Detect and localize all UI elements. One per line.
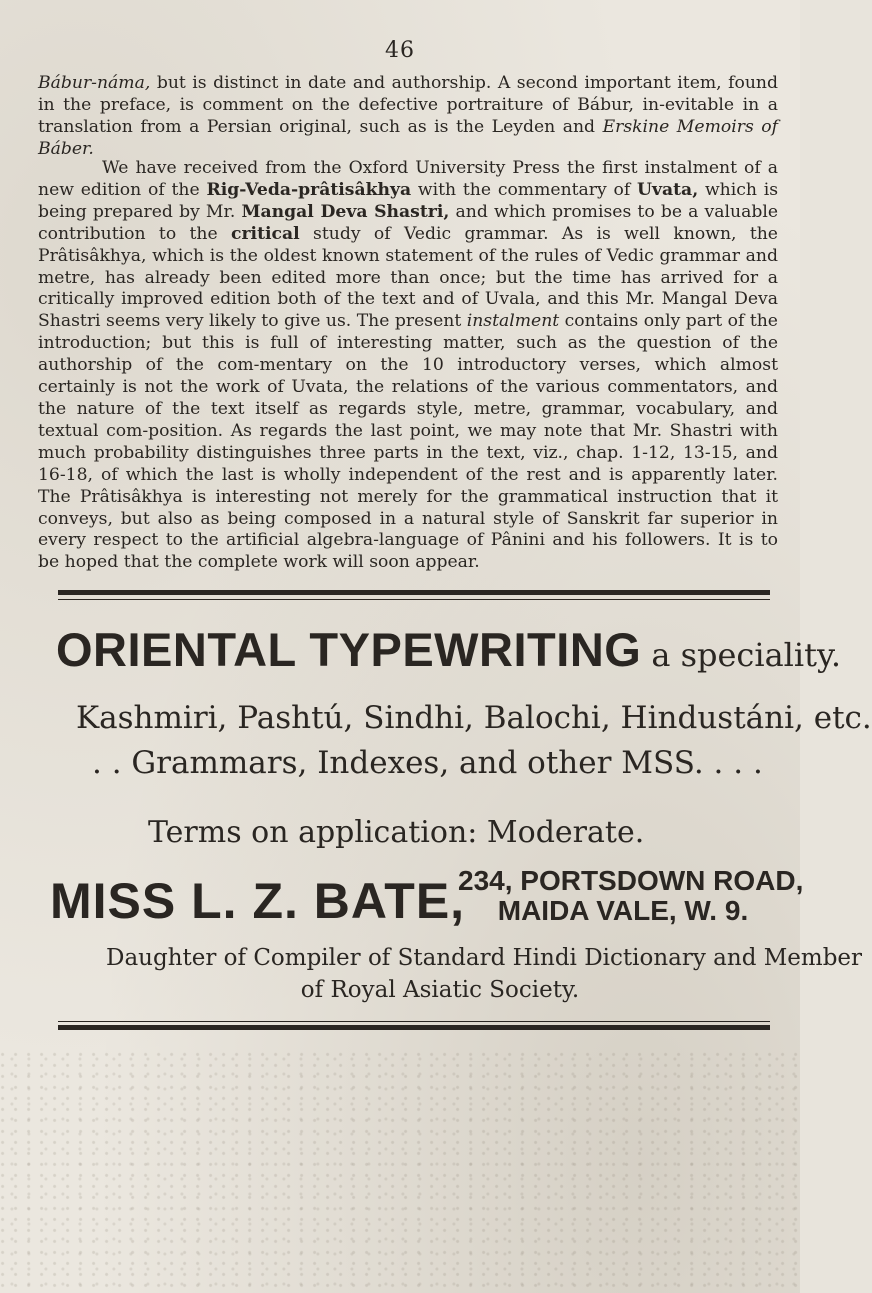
advert-address-line-1: 234, PORTSDOWN ROAD, xyxy=(458,865,804,896)
review-commentator: Uvata, xyxy=(637,179,699,200)
erskine-memoirs-title: Erskine Memoirs of Báber. xyxy=(38,117,778,159)
advert-terms: Terms on application: Moderate. xyxy=(148,815,645,850)
advert-title-tail: a speciality. xyxy=(651,636,841,674)
advert-credentials-2: of Royal Asiatic Society. xyxy=(300,977,580,1003)
review-text-1: We have received from the Oxford University Press the first instalment of a new edition of the xyxy=(38,158,778,200)
babur-nama-title: Bábur-náma, xyxy=(38,73,151,93)
review-book-title: Rig-Veda-prâtisâkhya xyxy=(206,179,412,200)
advert-credentials-1: Daughter of Compiler of Standard Hindi Dictionary and Member xyxy=(106,945,863,971)
review-text-2: with the commentary of xyxy=(411,179,637,200)
advert-grammars: . . Grammars, Indexes, and other MSS. . . . xyxy=(92,745,763,781)
advert-bottom-rule-thin xyxy=(58,1021,770,1022)
review-intro-paragraph xyxy=(38,72,778,160)
review-instalment: instalment xyxy=(466,311,560,332)
advert-top-rule-thick xyxy=(58,590,770,595)
advert-bottom-rule-thick xyxy=(58,1025,770,1030)
advert-address xyxy=(458,865,804,926)
advert-top-rule-thin xyxy=(58,599,770,600)
review-text-5: study of Vedic grammar. As is well known, the Prâtisâkhya, which is the oldest known statement of the rules of Vedic grammar and metre, has already been edited more than once; but the time has arrived for a critically improved edition both of the text and of Uvala, and this Mr. Mangal Deva Shastri seems very likely to give us. The present xyxy=(38,223,778,332)
review-author: Mangal Deva Shastri, xyxy=(241,201,450,222)
advert-title: ORIENTAL TYPEWRITING xyxy=(56,623,642,676)
advert-address-line-2: MAIDA VALE, W. 9. xyxy=(497,895,749,926)
review-critical: critical xyxy=(231,223,300,244)
review-text-3: which is being prepared by Mr. xyxy=(38,179,779,222)
advert-heading xyxy=(56,622,841,677)
advert-languages: Kashmiri, Pashtú, Sindhi, Balochi, Hindustáni, etc. xyxy=(76,700,872,736)
review-main-paragraph xyxy=(38,158,778,574)
advert-name: MISS L. Z. BATE, xyxy=(50,873,466,929)
review-text-6: contains only part of the introduction; but this is full of interesting matter, such as the question of the authorship of the com-mentary on the 10 introductory verses, which almost certainly is not the work of Uvata, the relations of the various commentators, and the nature of the text itself as regards style, metre, grammar, vocabulary, and textual com-position. As regards the last point, we may note that Mr. Shastri with much probability distinguishes three parts in the text, viz., chap. 1-12, 13-15, and 16-18, of which the last is wholly independent of the rest and is apparently later. The Prâtisâkhya is interesting not merely for the grammatical instruction that it conveys, but also as being composed in a natural style of Sanskrit far superior in every respect to the artificial algebra-language of Pânini and his followers. It is to be hoped that the complete work will soon appear. xyxy=(38,311,778,573)
paper-texture xyxy=(0,1050,800,1293)
review-intro-text: but is distinct in date and authorship. A second important item, found in the preface, is comment on the defective portraiture of Bábur, in-evitable in a translation from a Persian original, such as is the Leyden and xyxy=(38,73,778,137)
page-number: 46 xyxy=(385,38,415,63)
review-text-4: and which promises to be a valuable contribution to the xyxy=(38,201,778,244)
